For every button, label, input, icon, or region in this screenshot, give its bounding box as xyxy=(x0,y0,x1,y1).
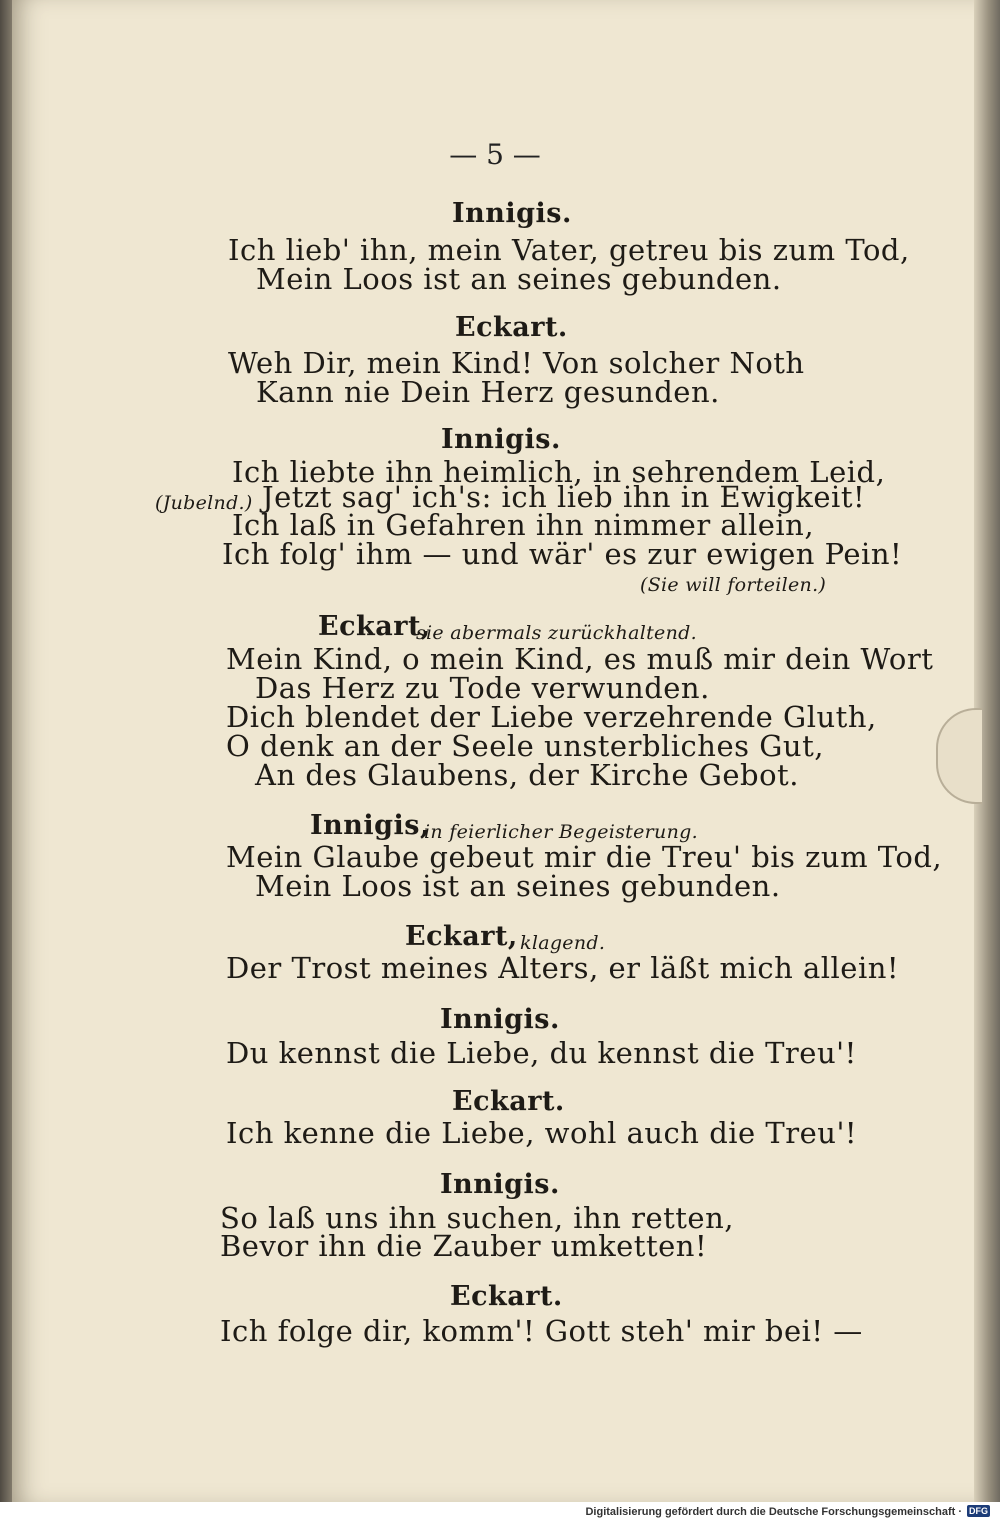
verse-line: Ich kenne die Liebe, wohl auch die Treu'! xyxy=(226,1116,858,1150)
stage-direction: (Jubelnd.) xyxy=(155,492,253,514)
digitization-footer xyxy=(0,1502,1000,1523)
speaker-eckart: Eckart, xyxy=(405,921,518,952)
stage-direction: in feierlicher Begeisterung. xyxy=(424,821,698,843)
verse-line: So laß uns ihn suchen, ihn retten, xyxy=(220,1201,734,1235)
verse-line: Mein Glaube gebeut mir die Treu' bis zum Tod, xyxy=(226,840,943,874)
stage-direction: klagend. xyxy=(520,932,606,954)
speaker-eckart: Eckart. xyxy=(455,312,568,343)
speaker-innigis: Innigis. xyxy=(440,1169,560,1200)
stage-direction: sie abermals zurückhaltend. xyxy=(416,622,697,644)
verse-line: Ich folge dir, komm'! Gott steh' mir bei! — xyxy=(220,1314,863,1348)
speaker-eckart: Eckart. xyxy=(450,1281,563,1312)
verse-line: Mein Kind, o mein Kind, es muß mir dein Wort xyxy=(226,642,934,676)
verse-line: Der Trost meines Alters, er läßt mich allein! xyxy=(226,951,900,985)
speaker-eckart: Eckart. xyxy=(452,1086,565,1117)
verse-line: Jetzt sag' ich's: ich lieb ihn in Ewigkeit! xyxy=(262,480,866,514)
verse-line: Mein Loos ist an seines gebunden. xyxy=(256,262,782,296)
speaker-innigis: Innigis. xyxy=(440,1004,560,1035)
verse-line: O denk an der Seele unsterbliches Gut, xyxy=(226,729,824,763)
verse-line: Bevor ihn die Zauber umketten! xyxy=(220,1229,708,1263)
speaker-innigis: Innigis. xyxy=(441,424,561,455)
funding-credit: Digitalisierung gefördert durch die Deutsche Forschungsgemeinschaft · xyxy=(585,1506,962,1518)
verse-line: Kann nie Dein Herz gesunden. xyxy=(256,375,720,409)
speaker-eckart: Eckart, xyxy=(318,611,431,642)
verse-line: Ich folg' ihm — und wär' es zur ewigen Pein! xyxy=(222,537,903,571)
speaker-innigis: Innigis, xyxy=(310,810,430,841)
verse-line: Du kennst die Liebe, du kennst die Treu'! xyxy=(226,1036,857,1070)
verse-line: An des Glaubens, der Kirche Gebot. xyxy=(255,758,799,792)
verse-line: Weh Dir, mein Kind! Von solcher Noth xyxy=(228,346,805,380)
speaker-innigis: Innigis. xyxy=(452,198,572,229)
verse-line: Das Herz zu Tode verwunden. xyxy=(255,671,710,705)
verse-line: Mein Loos ist an seines gebunden. xyxy=(255,869,781,903)
verse-line: Ich laß in Gefahren ihn nimmer allein, xyxy=(232,508,815,542)
verse-line: Ich lieb' ihn, mein Vater, getreu bis zum Tod, xyxy=(228,233,910,267)
verse-line: Ich liebte ihn heimlich, in sehrendem Leid, xyxy=(232,455,886,489)
page-number: — 5 — xyxy=(449,138,541,171)
dfg-logo: DFG xyxy=(969,1506,988,1516)
verse-line: Dich blendet der Liebe verzehrende Gluth, xyxy=(226,700,877,734)
stage-direction: (Sie will forteilen.) xyxy=(640,574,827,596)
